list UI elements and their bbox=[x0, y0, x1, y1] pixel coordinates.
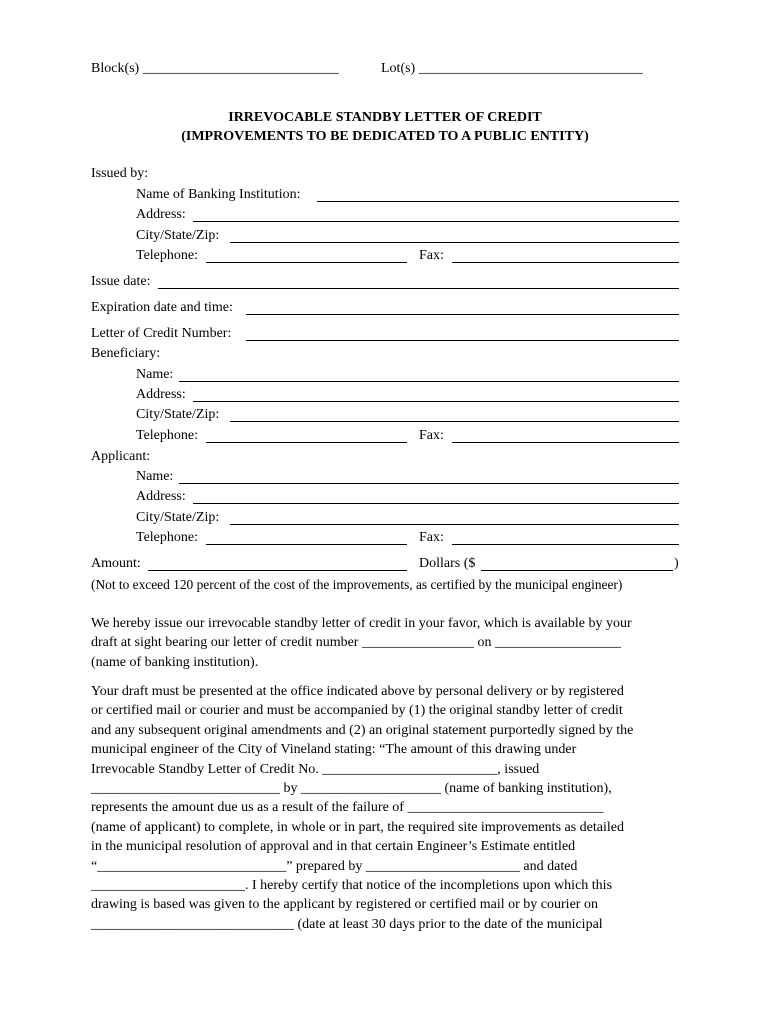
issuer-telephone-field[interactable] bbox=[206, 262, 407, 263]
amount-field[interactable] bbox=[148, 570, 407, 571]
applicant-heading: Applicant: bbox=[91, 449, 151, 464]
paragraph-line: Irrevocable Standby Letter of Credit No. _________________________, issued bbox=[91, 761, 540, 777]
paragraph-line: drawing is based was given to the applicant by registered or certified mail or by courier on bbox=[91, 897, 598, 913]
lot-blank[interactable]: ________________________________ bbox=[418, 61, 643, 76]
paragraph-line: “___________________________” prepared by ______________________ and dated bbox=[91, 858, 578, 874]
lot-label: Lot(s) bbox=[381, 61, 416, 76]
paragraph-line: in the municipal resolution of approval and in that certain Engineer’s Estimate entitled bbox=[91, 839, 576, 855]
issuer-city-field[interactable] bbox=[230, 242, 679, 243]
beneficiary-telephone-field[interactable] bbox=[206, 442, 407, 443]
bank-name-label: Name of Banking Institution: bbox=[136, 187, 301, 202]
issue-date-field[interactable] bbox=[158, 288, 679, 289]
beneficiary-address-label: Address: bbox=[136, 387, 186, 402]
paragraph-line: We hereby issue our irrevocable standby letter of credit in your favor, which is available by your bbox=[91, 616, 632, 631]
beneficiary-name-label: Name: bbox=[136, 367, 174, 382]
beneficiary-name-field[interactable] bbox=[179, 381, 679, 382]
dollars-label: Dollars ($ bbox=[419, 556, 476, 571]
beneficiary-telephone-label: Telephone: bbox=[136, 428, 198, 443]
amount-note: (Not to exceed 120 percent of the cost of the improvements, as certified by the municipal engineer) bbox=[91, 577, 623, 592]
paragraph-line: and any subsequent original amendments and (2) an original statement purportedly signed by the bbox=[91, 722, 634, 738]
issuer-fax-label: Fax: bbox=[419, 248, 444, 263]
paragraph-line: represents the amount due us as a result of the failure of ____________________________ bbox=[91, 800, 604, 816]
paragraph-line: Your draft must be presented at the office indicated above by personal delivery or by registered bbox=[91, 684, 624, 699]
paragraph-issue bbox=[91, 614, 681, 672]
document-subtitle: (IMPROVEMENTS TO BE DEDICATED TO A PUBLIC ENTITY) bbox=[181, 129, 589, 144]
dollars-field[interactable] bbox=[481, 570, 673, 571]
dollars-close-paren: ) bbox=[674, 556, 679, 571]
block-blank[interactable]: ____________________________ bbox=[142, 61, 339, 76]
paragraph-line: (name of banking institution). bbox=[91, 654, 259, 670]
issuer-telephone-label: Telephone: bbox=[136, 248, 198, 263]
block-label: Block(s) bbox=[91, 61, 140, 76]
paragraph-draft-requirements bbox=[91, 682, 681, 934]
paragraph-line: ______________________. I hereby certify that notice of the incompletions upon which this bbox=[91, 878, 613, 894]
document-title: IRREVOCABLE STANDBY LETTER OF CREDIT bbox=[228, 110, 542, 125]
paragraph-line: or certified mail or courier and must be accompanied by (1) the original standby letter of credit bbox=[91, 703, 623, 719]
applicant-city-field[interactable] bbox=[230, 524, 679, 525]
paragraph-line: draft at sight bearing our letter of credit number ________________ on __________________ bbox=[91, 635, 621, 651]
paragraph-line: ___________________________ by ____________________ (name of banking institution), bbox=[91, 781, 612, 797]
applicant-city-label: City/State/Zip: bbox=[136, 510, 220, 525]
bank-name-field[interactable] bbox=[317, 201, 679, 202]
applicant-fax-label: Fax: bbox=[419, 530, 444, 545]
issuer-city-label: City/State/Zip: bbox=[136, 228, 220, 243]
applicant-name-field[interactable] bbox=[179, 483, 679, 484]
expiration-field[interactable] bbox=[246, 314, 679, 315]
beneficiary-fax-field[interactable] bbox=[452, 442, 679, 443]
beneficiary-city-label: City/State/Zip: bbox=[136, 407, 220, 422]
beneficiary-heading: Beneficiary: bbox=[91, 346, 161, 361]
paragraph-line: municipal engineer of the City of Vineland stating: “The amount of this drawing under bbox=[91, 742, 577, 758]
applicant-fax-field[interactable] bbox=[452, 544, 679, 545]
paragraph-line: (name of applicant) to complete, in whole or in part, the required site improvements as detailed bbox=[91, 819, 624, 835]
beneficiary-address-field[interactable] bbox=[193, 401, 679, 402]
beneficiary-fax-label: Fax: bbox=[419, 428, 444, 443]
issued-by-heading: Issued by: bbox=[91, 166, 149, 181]
loc-number-label: Letter of Credit Number: bbox=[91, 326, 232, 341]
expiration-label: Expiration date and time: bbox=[91, 300, 233, 315]
issuer-address-field[interactable] bbox=[193, 221, 679, 222]
lot-field bbox=[381, 60, 643, 77]
applicant-telephone-label: Telephone: bbox=[136, 530, 198, 545]
applicant-name-label: Name: bbox=[136, 469, 174, 484]
issuer-fax-field[interactable] bbox=[452, 262, 679, 263]
paragraph-line: _____________________________ (date at least 30 days prior to the date of the municipal bbox=[91, 916, 603, 932]
applicant-telephone-field[interactable] bbox=[206, 544, 407, 545]
issue-date-label: Issue date: bbox=[91, 274, 151, 289]
loc-number-field[interactable] bbox=[246, 340, 679, 341]
amount-label: Amount: bbox=[91, 556, 141, 571]
applicant-address-field[interactable] bbox=[193, 503, 679, 504]
beneficiary-city-field[interactable] bbox=[230, 421, 679, 422]
applicant-address-label: Address: bbox=[136, 489, 186, 504]
block-field bbox=[91, 60, 339, 77]
issuer-address-label: Address: bbox=[136, 207, 186, 222]
